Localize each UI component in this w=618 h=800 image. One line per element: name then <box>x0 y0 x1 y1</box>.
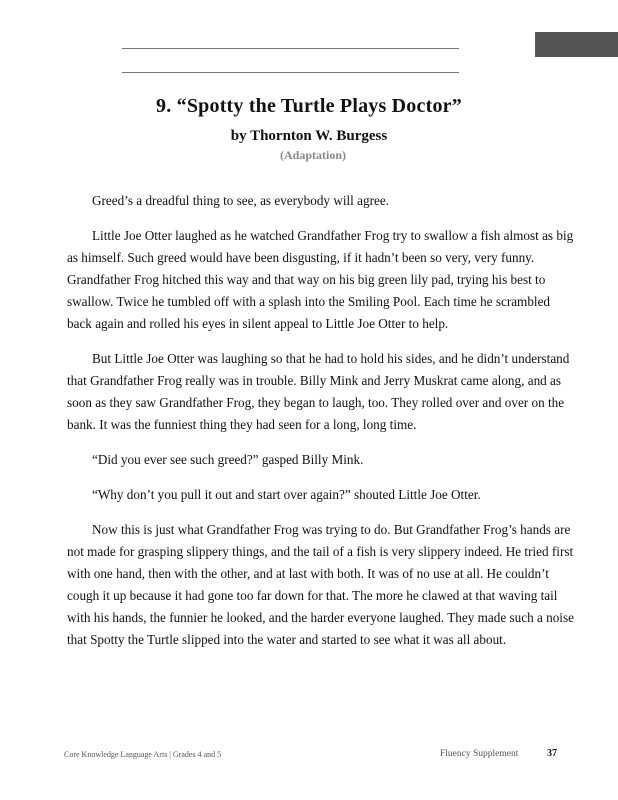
paragraph: Now this is just what Grandfather Frog was trying to do. But Grandfather Frog’s hands are not made for grasping slippery things, and the tail of a fish is very slippery indeed. He tried first with one hand, then with the other, and at last with both. It was of no use at all. He couldn’t cough it up because it had gone too far down for that. The more he clawed at that waving tail with his hands, the funnier he looked, and the harder everyone laughed. They made such a noise that Spotty the Turtle slipped into the water and started to see what it was all about. <box>67 522 574 647</box>
story-body <box>67 190 575 664</box>
story-author: by Thornton W. Burgess <box>230 128 388 144</box>
header-rule-bottom <box>122 72 459 73</box>
adaptation-note: (Adaptation) <box>279 148 346 162</box>
header-rule-top <box>122 48 459 49</box>
paragraph: “Did you ever see such greed?” gasped Billy Mink. <box>92 452 364 467</box>
story-title: 9. “Spotty the Turtle Plays Doctor” <box>156 95 462 117</box>
footer-section: Fluency Supplement <box>440 749 519 759</box>
paragraph: “Why don’t you pull it out and start over again?” shouted Little Joe Otter. <box>92 487 481 502</box>
page-number: 37 <box>547 748 557 759</box>
page-tab-marker <box>535 32 618 57</box>
paragraph: Greed’s a dreadful thing to see, as everybody will agree. <box>92 193 389 208</box>
footer-publisher: Core Knowledge Language Arts | Grades 4 and 5 <box>64 750 222 759</box>
paragraph: But Little Joe Otter was laughing so that he had to hold his sides, and he didn’t understand that Grandfather Frog really was in trouble. Billy Mink and Jerry Muskrat came along, and as soon as they saw Grandfather Frog, they began to laugh, too. They rolled over and over on the bank. It was the funniest thing they had seen for a long, long time. <box>67 351 570 432</box>
paragraph: Little Joe Otter laughed as he watched Grandfather Frog try to swallow a fish almost as big as himself. Such greed would have been disgusting, if it hadn’t been so very, very funny. Grandfather Frog hitched this way and that way on his big green lily pad, trying his best to swallow. Twice he tumbled off with a splash into the Smiling Pool. Each time he scrambled back again and rolled his eyes in silent appeal to Little Joe Otter to help. <box>67 228 574 331</box>
